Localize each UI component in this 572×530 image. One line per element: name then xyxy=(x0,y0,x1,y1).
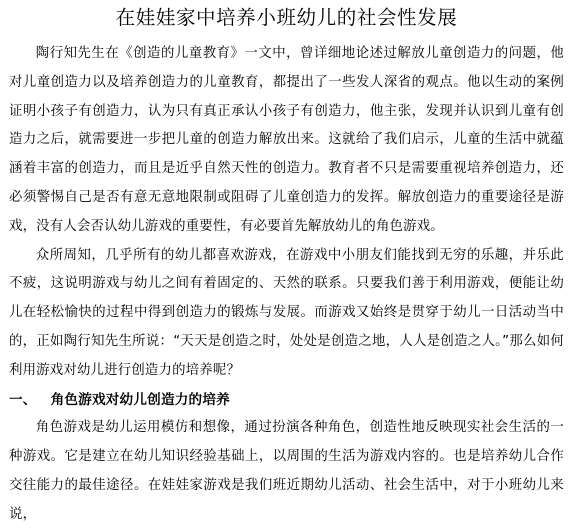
document-title: 在娃娃家中培养小班幼儿的社会性发展 xyxy=(115,6,458,29)
section-paragraph: 角色游戏是幼儿运用模仿和想像，通过扮演各种角色，创造性地反映现实社会生活的一种游戏。它是建立在幼儿知识经验基础上，以周围的生活为游戏内容的。也是培养幼儿合作交往能力的最佳途径。在娃娃家游戏是我们班近期幼儿活动、社会生活中，对于小班幼儿来说， xyxy=(9,420,564,522)
paragraph-2: 众所周知，几乎所有的幼儿都喜欢游戏，在游戏中小朋友们能找到无穷的乐趣，并乐此不疲，这说明游戏与幼儿之间有着固定的、天然的联系。只要我们善于利用游戏，便能让幼儿在轻松愉快的过程中得到创造力的锻炼与发展。而游戏又始终是贯穿于幼儿一日活动当中的，正如陶行知先生所说：“天天是创造之时，处处是创造之地，人人是创造之人。”那么如何利用游戏对幼儿进行创造力的培养呢？ xyxy=(9,247,564,378)
section-heading-text: 角色游戏对幼儿创造力的培养 xyxy=(50,391,230,408)
section-heading xyxy=(9,386,564,415)
paragraph-1: 陶行知先生在《创造的儿童教育》一文中，曾详细地论述过解放儿童创造力的问题，他对儿童创造力以及培养创造力的儿童教育，都提出了一些发人深省的观点。他以生动的案例证明小孩子有创造力，认为只有真正承认小孩子有创造力，他主张，发现并认识到儿童有创造力之后，就需要进一步把儿童的创造力解放出来。这就给了我们启示，儿童的生活中就蕴涵着丰富的创造力，而且是近乎自然天性的创造力。教育者不只是需要重视培养创造力，还必须警惕自己是否有意无意地限制或阻碍了儿童创造力的发挥。解放创造力的重要途径是游戏，没有人会否认幼儿游戏的重要性，有必要首先解放幼儿的角色游戏。 xyxy=(9,46,564,234)
section-number: 一、 xyxy=(9,391,37,408)
